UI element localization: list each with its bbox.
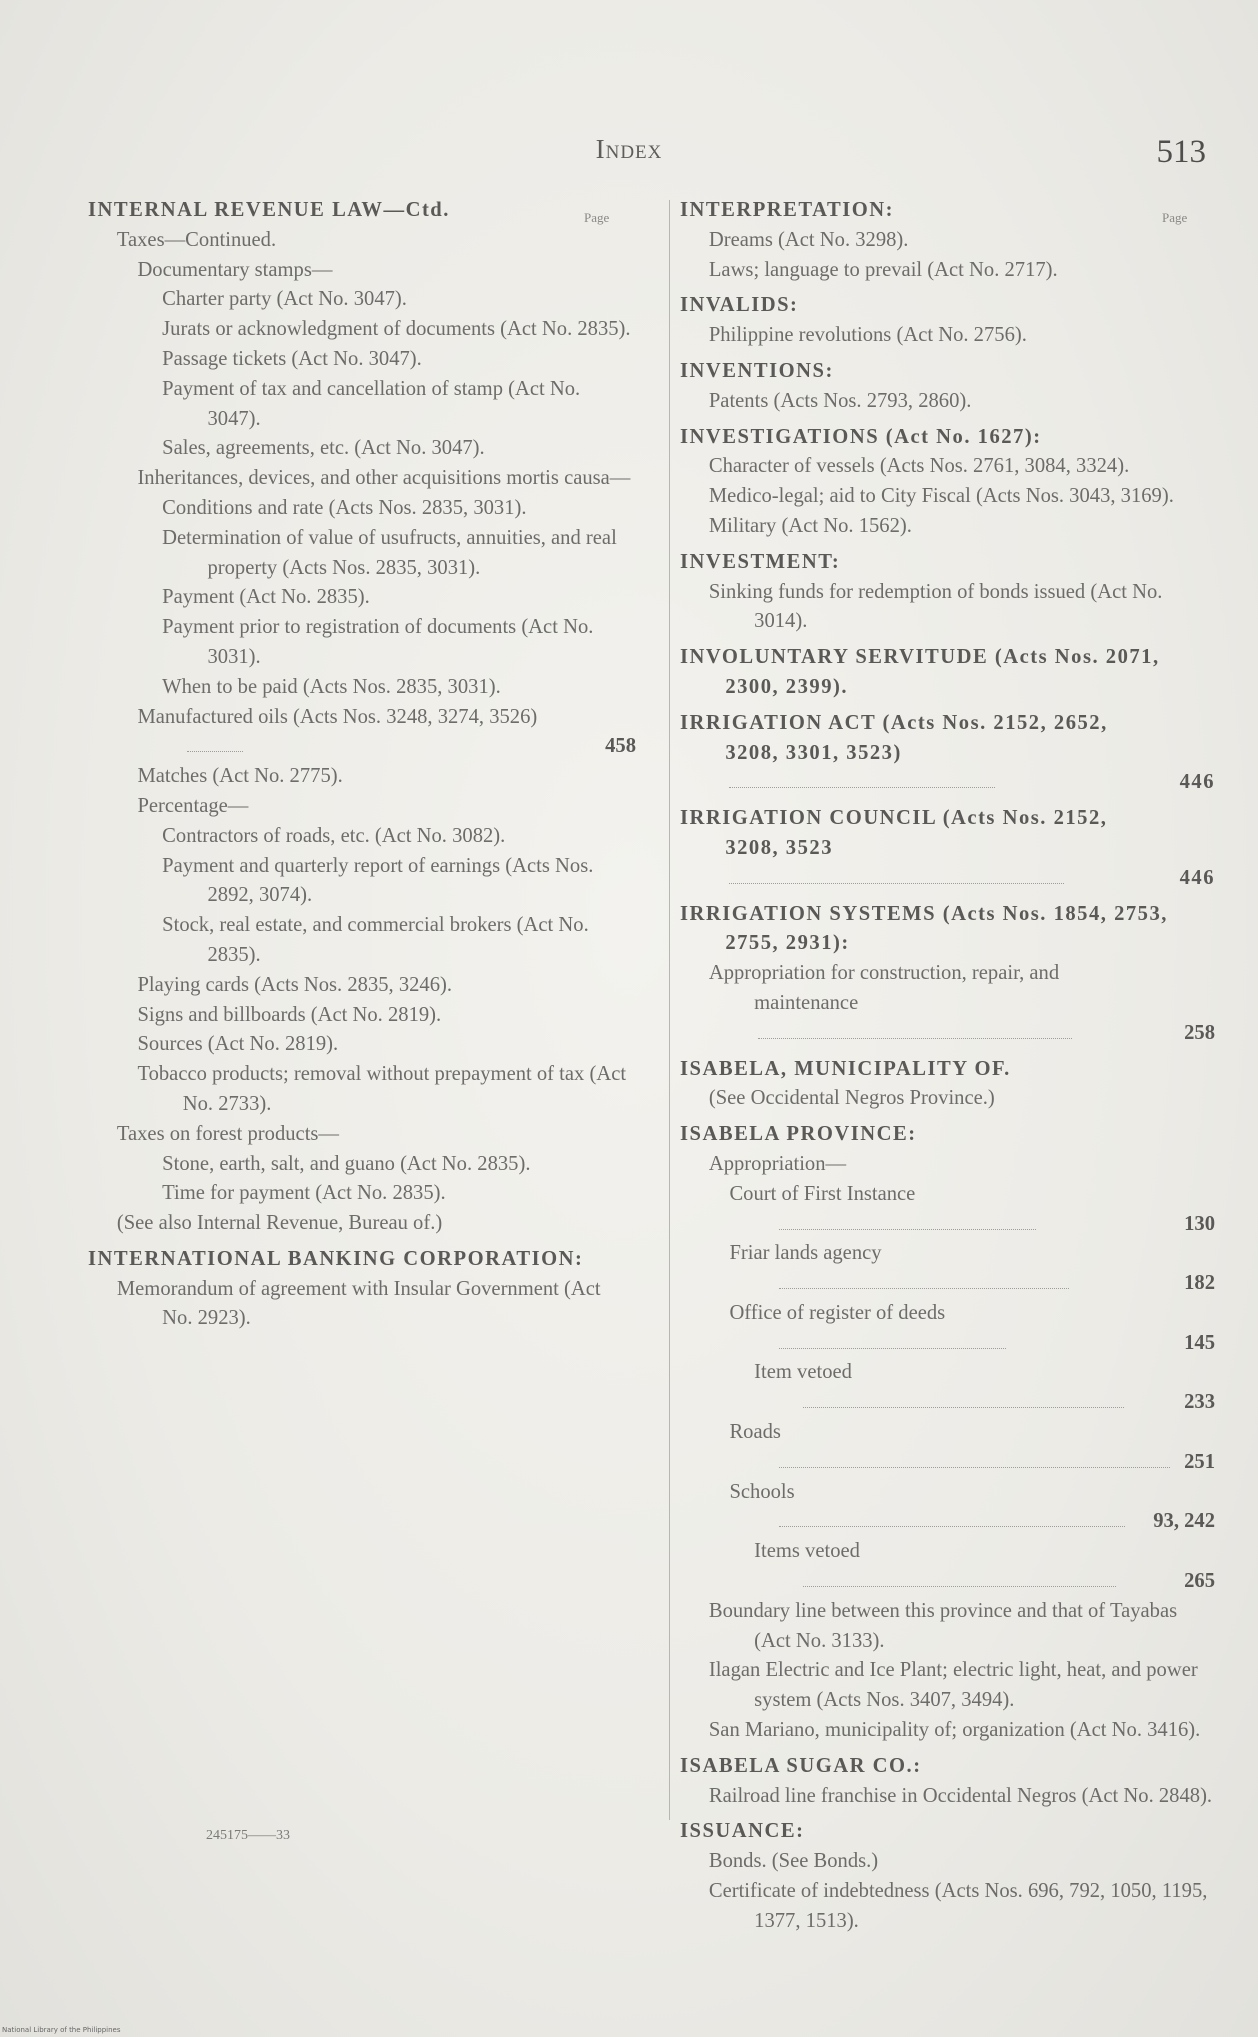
- entry-text: Character of vessels (Acts Nos. 2761, 3084, 3324).: [708, 455, 1130, 478]
- index-subentry: [680, 1716, 1215, 1746]
- index-subentry: [88, 494, 636, 524]
- page-reference: 258: [1184, 1021, 1215, 1044]
- dot-leader: [729, 864, 1064, 884]
- index-heading: [88, 1245, 636, 1275]
- index-heading: [680, 291, 1215, 321]
- index-subentry: [88, 1060, 636, 1120]
- index-subentry: [680, 1877, 1215, 1937]
- entry-text: Jurats or acknowledgment of documents (Act No. 2835).: [162, 318, 631, 341]
- index-subentry: [88, 971, 636, 1001]
- entry-text: Payment and quarterly report of earnings (Acts Nos. 2892, 3074).: [162, 854, 594, 907]
- index-heading: [680, 1817, 1215, 1847]
- entry-text: Signs and billboards (Act No. 2819).: [137, 1003, 442, 1026]
- entry-text: Bonds. (See Bonds.): [708, 1850, 879, 1873]
- index-heading: [680, 548, 1215, 578]
- index-subentry: [680, 512, 1215, 542]
- index-subentry: [680, 1597, 1215, 1657]
- entry-text: Determination of value of usufructs, annuities, and real property (Acts Nos. 2835, 3031).: [162, 526, 617, 579]
- index-subentry: [680, 1150, 1215, 1180]
- page-title: Index: [595, 134, 663, 164]
- column-divider: [669, 200, 670, 1820]
- index-heading: [680, 1055, 1215, 1085]
- entry-text: Payment of tax and cancellation of stamp (Act No. 3047).: [162, 377, 581, 430]
- index-subentry: [88, 703, 636, 763]
- index-subentry: [88, 583, 636, 613]
- index-subentry: [88, 792, 636, 822]
- page-reference: 458: [605, 735, 636, 758]
- index-subentry: [680, 256, 1215, 286]
- library-credit: National Library of the Philippines: [2, 2026, 121, 2034]
- index-heading: [680, 643, 1215, 703]
- index-subentry: [680, 578, 1215, 638]
- entry-text: Contractors of roads, etc. (Act No. 3082).: [162, 824, 506, 847]
- entry-text: Appropriation for construction, repair, and maintenance: [708, 962, 1060, 1014]
- entry-text: Sources (Act No. 2819).: [137, 1033, 339, 1056]
- index-subentry: [88, 1150, 636, 1180]
- entry-text: Roads: [729, 1421, 781, 1444]
- entry-text: Payment (Act No. 2835).: [162, 586, 370, 609]
- index-subentry: [680, 1418, 1215, 1478]
- entry-text: Medico-legal; aid to City Fiscal (Acts Nos. 3043, 3169).: [708, 485, 1174, 508]
- page-reference: 182: [1184, 1272, 1215, 1295]
- entry-text: ISABELA PROVINCE:: [680, 1123, 917, 1146]
- entry-text: Charter party (Act No. 3047).: [162, 288, 407, 311]
- entry-text: INVOLUNTARY SERVITUDE (Acts Nos. 2071, 2300, 2399).: [680, 646, 1160, 698]
- index-column-left: [88, 196, 636, 1334]
- entry-text: Items vetoed: [754, 1540, 860, 1563]
- index-subentry: [680, 1084, 1215, 1114]
- entry-text: Laws; language to prevail (Act No. 2717).: [708, 258, 1058, 281]
- entry-text: Documentary stamps—: [137, 258, 333, 281]
- index-subentry: [88, 1120, 636, 1150]
- entry-text: IRRIGATION SYSTEMS (Acts Nos. 1854, 2753, 2755, 2931):: [680, 902, 1168, 955]
- index-subentry: [680, 1180, 1215, 1240]
- entry-text: ISSUANCE:: [680, 1820, 805, 1843]
- page-reference: 145: [1184, 1331, 1215, 1354]
- index-subentry: [88, 762, 636, 792]
- page-reference: 130: [1184, 1212, 1215, 1235]
- dot-leader: [803, 1389, 1123, 1409]
- index-subentry: [88, 434, 636, 464]
- entry-text: Appropriation—: [708, 1152, 847, 1175]
- entry-text: Friar lands agency: [729, 1242, 882, 1265]
- entry-text: Percentage—: [137, 794, 249, 817]
- index-subentry: [680, 452, 1215, 482]
- entry-text: Payment prior to registration of documents (Act No. 3031).: [162, 616, 594, 668]
- entry-text: Passage tickets (Act No. 3047).: [162, 347, 422, 370]
- entry-text: Railroad line franchise in Occidental Negros (Act No. 2848).: [708, 1784, 1213, 1807]
- index-subentry: [88, 226, 636, 256]
- index-subentry: [88, 375, 636, 435]
- page-column-label-left: Page: [584, 210, 610, 225]
- index-subentry: [88, 464, 636, 494]
- entry-text: IRRIGATION ACT (Acts Nos. 2152, 2652, 3208, 3301, 3523): [680, 711, 1108, 764]
- entry-text: ISABELA, MUNICIPALITY OF.: [680, 1057, 1011, 1080]
- index-heading: [680, 1120, 1215, 1150]
- entry-text: Conditions and rate (Acts Nos. 2835, 3031).: [162, 496, 527, 519]
- index-subentry: [88, 852, 636, 912]
- index-subentry: [680, 1782, 1215, 1812]
- entry-text: (See also Internal Revenue, Bureau of.): [116, 1212, 443, 1235]
- index-subentry: [680, 387, 1215, 417]
- dot-leader: [803, 1568, 1115, 1588]
- index-subentry: [88, 1275, 636, 1335]
- index-subentry: [88, 345, 636, 375]
- entry-text: Sinking funds for redemption of bonds issued (Act No. 3014).: [708, 580, 1163, 633]
- index-heading: [680, 900, 1215, 960]
- index-subentry: [88, 822, 636, 852]
- index-heading: [680, 196, 1215, 226]
- entry-text: (See Occidental Negros Province.): [708, 1087, 995, 1110]
- entry-text: Stone, earth, salt, and guano (Act No. 2835).: [162, 1152, 531, 1175]
- entry-text: Office of register of deeds: [729, 1301, 946, 1324]
- index-subentry: [88, 524, 636, 584]
- index-subentry: [88, 1179, 636, 1209]
- entry-text: Inheritances, devices, and other acquisitions mortis causa—: [137, 467, 631, 490]
- index-heading: [680, 709, 1215, 798]
- page-reference: 265: [1184, 1570, 1215, 1593]
- dot-leader: [779, 1448, 1170, 1468]
- index-subentry: [680, 1299, 1215, 1359]
- index-subentry: [680, 1239, 1215, 1299]
- index-subentry: [680, 321, 1215, 351]
- index-subentry: [88, 1030, 636, 1060]
- entry-text: Schools: [729, 1480, 795, 1503]
- index-subentry: [680, 1656, 1215, 1716]
- entry-text: Matches (Act No. 2775).: [137, 765, 343, 788]
- entry-text: Certificate of indebtedness (Acts Nos. 696, 792, 1050, 1195, 1377, 1513).: [708, 1880, 1208, 1932]
- index-subentry: [88, 256, 636, 286]
- index-subentry: [88, 1209, 636, 1239]
- page-reference: 93, 242: [1153, 1510, 1215, 1533]
- entry-text: Patents (Acts Nos. 2793, 2860).: [708, 389, 972, 412]
- entry-text: Court of First Instance: [729, 1182, 916, 1205]
- index-heading: [680, 1752, 1215, 1782]
- page-reference: 446: [1179, 866, 1215, 889]
- entry-text: Dreams (Act No. 3298).: [708, 228, 909, 251]
- entry-text: Taxes on forest products—: [116, 1122, 340, 1145]
- index-heading: [680, 804, 1215, 893]
- entry-text: San Mariano, municipality of; organization (Act No. 3416).: [708, 1719, 1201, 1742]
- entry-text: INTERNATIONAL BANKING CORPORATION:: [88, 1247, 584, 1270]
- index-subentry: [88, 673, 636, 703]
- entry-text: Item vetoed: [754, 1361, 852, 1384]
- index-subentry: [88, 1001, 636, 1031]
- entry-text: Playing cards (Acts Nos. 2835, 3246).: [137, 973, 453, 996]
- entry-text: IRRIGATION COUNCIL (Acts Nos. 2152, 3208, 3523: [680, 807, 1108, 859]
- dot-leader: [779, 1270, 1070, 1290]
- dot-leader: [779, 1329, 1006, 1349]
- index-subentry: [88, 315, 636, 345]
- dot-leader: [729, 769, 995, 789]
- index-heading: [88, 196, 636, 226]
- index-subentry: [680, 1358, 1215, 1418]
- dot-leader: [758, 1019, 1072, 1039]
- entry-text: INTERPRETATION:: [680, 199, 894, 221]
- page-column-label-right: Page: [1162, 210, 1188, 225]
- entry-text: Time for payment (Act No. 2835).: [162, 1182, 446, 1205]
- entry-text: INTERNAL REVENUE LAW—Ctd.: [88, 199, 450, 221]
- page-reference: 233: [1184, 1391, 1215, 1414]
- print-code: 245175——33: [206, 1828, 290, 1843]
- dot-leader: [779, 1508, 1126, 1528]
- entry-text: Sales, agreements, etc. (Act No. 3047).: [162, 437, 485, 460]
- entry-text: ISABELA SUGAR CO.:: [680, 1754, 922, 1777]
- index-subentry: [680, 1537, 1215, 1597]
- entry-text: Taxes—Continued.: [116, 228, 277, 251]
- index-heading: [680, 423, 1215, 453]
- page-number: 513: [1156, 134, 1206, 170]
- index-subentry: [680, 959, 1215, 1048]
- entry-text: INVESTIGATIONS (Act No. 1627):: [680, 425, 1042, 448]
- page-reference: 446: [1179, 771, 1215, 794]
- index-subentry: [680, 226, 1215, 256]
- index-heading: [680, 357, 1215, 387]
- entry-text: Military (Act No. 1562).: [708, 514, 912, 537]
- entry-text: Stock, real estate, and commercial brokers (Act No. 2835).: [162, 914, 589, 966]
- entry-text: INVALIDS:: [680, 294, 799, 317]
- entry-text: INVESTMENT:: [680, 550, 841, 573]
- index-subentry: [680, 1847, 1215, 1877]
- index-subentry: [680, 482, 1215, 512]
- index-subentry: [680, 1478, 1215, 1538]
- page-reference: 251: [1184, 1450, 1215, 1473]
- index-column-right: [680, 196, 1215, 1937]
- index-subentry: [88, 613, 636, 673]
- index-subentry: [88, 285, 636, 315]
- entry-text: Boundary line between this province and that of Tayabas (Act No. 3133).: [708, 1599, 1178, 1652]
- entry-text: Philippine revolutions (Act No. 2756).: [708, 324, 1027, 347]
- dot-leader: [779, 1210, 1036, 1230]
- entry-text: INVENTIONS:: [680, 359, 834, 382]
- entry-text: Memorandum of agreement with Insular Government (Act No. 2923).: [116, 1277, 601, 1330]
- index-subentry: [88, 911, 636, 971]
- entry-text: Manufactured oils (Acts Nos. 3248, 3274, 3526): [137, 705, 538, 728]
- entry-text: Ilagan Electric and Ice Plant; electric light, heat, and power system (Acts Nos. 3407, 3494).: [708, 1659, 1198, 1712]
- dot-leader: [187, 733, 243, 753]
- entry-text: When to be paid (Acts Nos. 2835, 3031).: [162, 675, 501, 698]
- entry-text: Tobacco products; removal without prepayment of tax (Act No. 2733).: [137, 1063, 627, 1115]
